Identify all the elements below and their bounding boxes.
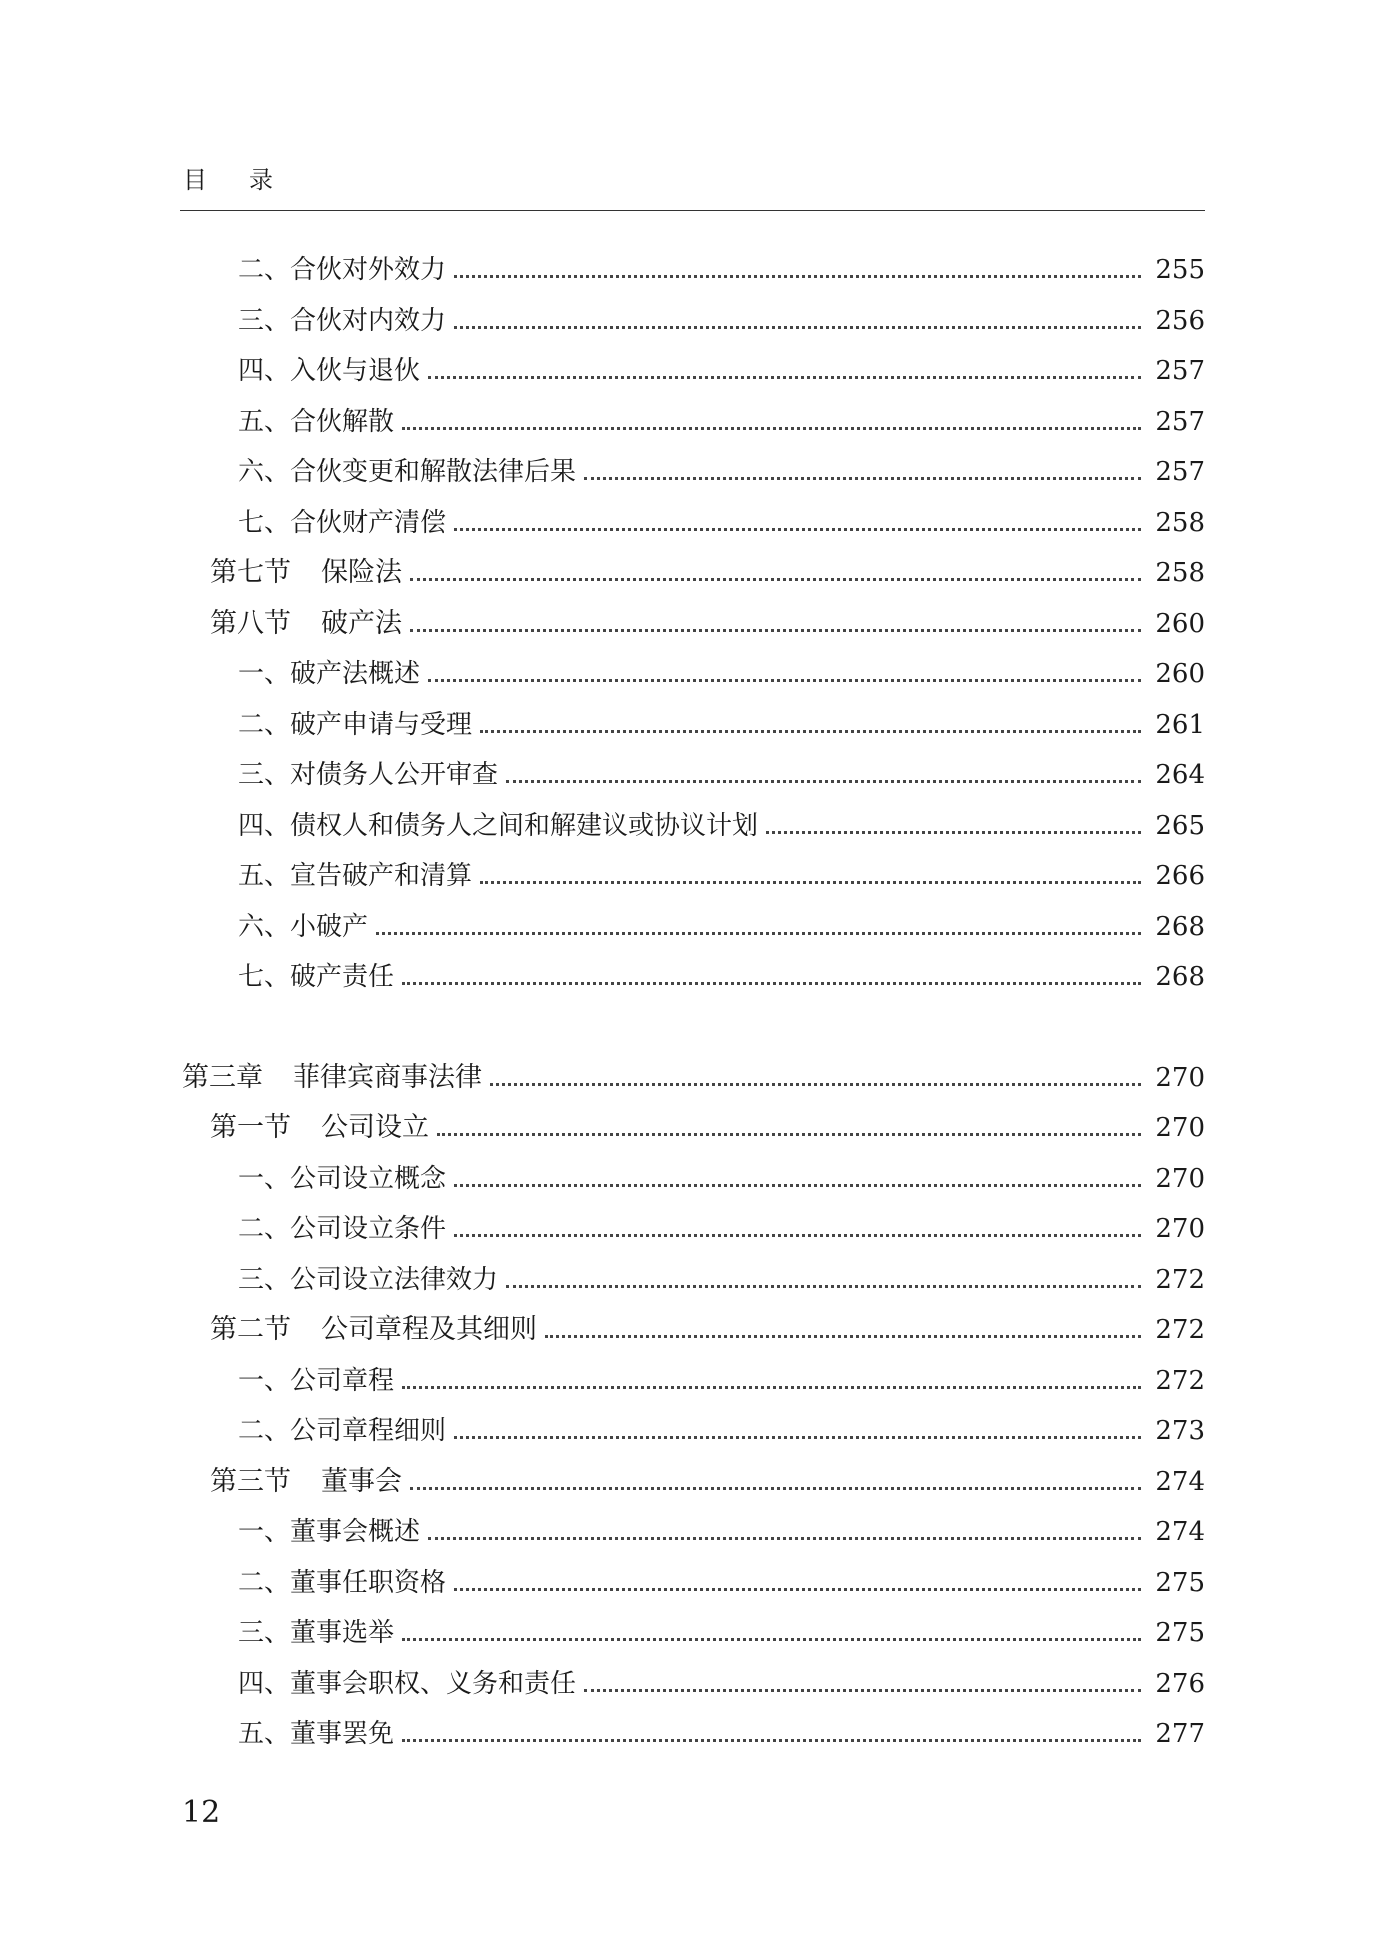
dot-leader xyxy=(490,1083,1141,1086)
toc-section xyxy=(210,1312,1205,1348)
toc-page-number: 270 xyxy=(1155,1113,1205,1143)
toc-page-number: 264 xyxy=(1155,760,1205,790)
toc-item xyxy=(238,252,1205,288)
toc-entry-text: 六、合伙变更和解散法律后果 xyxy=(238,457,577,487)
toc-entry-text: 公司章程及其细则 xyxy=(321,1314,537,1345)
toc-entry-text: 破产法 xyxy=(321,608,402,639)
toc-entry-label: 第七节 xyxy=(210,557,291,588)
dot-leader xyxy=(454,528,1141,531)
toc-entry-title xyxy=(238,404,402,440)
toc-entry-text: 四、债权人和债务人之间和解建议或协议计划 xyxy=(238,811,759,841)
toc-entry-title xyxy=(210,1312,545,1348)
dot-leader xyxy=(454,1436,1141,1439)
dot-leader xyxy=(402,982,1141,985)
toc-entry-text: 二、公司章程细则 xyxy=(238,1416,447,1446)
header-char-1: 目 xyxy=(183,166,207,194)
toc-entry-title xyxy=(210,555,410,591)
toc-entry-text: 三、对债务人公开审查 xyxy=(238,760,499,790)
toc-entry-title xyxy=(238,808,766,844)
toc-entry-text: 七、破产责任 xyxy=(238,962,395,992)
dot-leader xyxy=(766,831,1141,834)
toc-page-number: 260 xyxy=(1155,609,1205,639)
toc-entry-text: 一、破产法概述 xyxy=(238,659,421,689)
toc-entry-text: 公司设立 xyxy=(321,1112,429,1143)
dot-leader xyxy=(454,1588,1141,1591)
toc-entry-title xyxy=(238,1615,402,1651)
toc-entry-text: 五、董事罢免 xyxy=(238,1719,395,1749)
toc-entry-text: 三、公司设立法律效力 xyxy=(238,1265,499,1295)
toc-entry-title xyxy=(238,757,506,793)
toc-item xyxy=(238,757,1205,793)
toc-page-number: 265 xyxy=(1155,811,1205,841)
toc-section xyxy=(210,1464,1205,1500)
dot-leader xyxy=(428,376,1141,379)
toc-entry-title xyxy=(238,1211,454,1247)
toc-entry-title xyxy=(238,1413,454,1449)
toc-item xyxy=(238,1363,1205,1399)
toc-item xyxy=(238,1565,1205,1601)
toc-page-number: 272 xyxy=(1155,1265,1205,1295)
toc-entry-text: 一、公司设立概念 xyxy=(238,1164,447,1194)
toc-entry-title xyxy=(238,959,402,995)
toc-page-number: 276 xyxy=(1155,1669,1205,1699)
toc-entry-text: 一、董事会概述 xyxy=(238,1517,421,1547)
toc-item xyxy=(238,656,1205,692)
toc-entry-title xyxy=(182,1060,490,1096)
dot-leader xyxy=(410,629,1141,632)
running-header xyxy=(183,160,273,195)
toc-entry-title xyxy=(238,1161,454,1197)
toc-entry-title xyxy=(238,454,584,490)
toc-item xyxy=(238,505,1205,541)
toc-page-number: 277 xyxy=(1155,1719,1205,1749)
toc-entry-title xyxy=(238,252,454,288)
toc-entry-text: 董事会 xyxy=(321,1466,402,1497)
dot-leader xyxy=(376,932,1141,935)
toc-entry-text: 七、合伙财产清偿 xyxy=(238,508,447,538)
toc-entry-text: 六、小破产 xyxy=(238,912,369,942)
toc-item xyxy=(238,1666,1205,1702)
toc-page-number: 261 xyxy=(1155,710,1205,740)
toc-entry-text: 菲律宾商事法律 xyxy=(293,1062,482,1093)
toc-item xyxy=(238,353,1205,389)
toc-entry-title xyxy=(238,505,454,541)
toc-page-number: 268 xyxy=(1155,912,1205,942)
toc-item xyxy=(238,1514,1205,1550)
toc-entry-title xyxy=(238,303,454,339)
dot-leader xyxy=(410,578,1141,581)
toc-page-number: 272 xyxy=(1155,1315,1205,1345)
toc-entry-title xyxy=(238,1363,402,1399)
toc-item xyxy=(238,1413,1205,1449)
dot-leader xyxy=(454,275,1141,278)
toc-entry-text: 二、合伙对外效力 xyxy=(238,255,447,285)
page-number: 12 xyxy=(182,1795,221,1830)
toc-entry-text: 保险法 xyxy=(321,557,402,588)
dot-leader xyxy=(454,1234,1141,1237)
dot-leader xyxy=(402,1638,1141,1641)
header-char-2: 录 xyxy=(249,166,273,194)
toc-entry-title xyxy=(238,707,480,743)
toc-entry-text: 四、董事会职权、义务和责任 xyxy=(238,1669,577,1699)
toc-item xyxy=(238,1211,1205,1247)
toc-page-number: 275 xyxy=(1155,1568,1205,1598)
toc-entry-title xyxy=(210,1464,410,1500)
toc-entry-label: 第二节 xyxy=(210,1314,291,1345)
toc-entry-title xyxy=(238,353,428,389)
toc-item xyxy=(238,808,1205,844)
toc-entry-text: 五、宣告破产和清算 xyxy=(238,861,473,891)
toc-section xyxy=(210,555,1205,591)
toc-item xyxy=(238,1161,1205,1197)
toc-entry-text: 二、董事任职资格 xyxy=(238,1568,447,1598)
toc-item xyxy=(238,1262,1205,1298)
dot-leader xyxy=(454,326,1141,329)
toc-page-number: 257 xyxy=(1155,356,1205,386)
dot-leader xyxy=(402,1386,1141,1389)
toc-page-number: 275 xyxy=(1155,1618,1205,1648)
toc-entry-text: 三、董事选举 xyxy=(238,1618,395,1648)
toc-item xyxy=(238,404,1205,440)
dot-leader xyxy=(428,1537,1141,1540)
dot-leader xyxy=(402,427,1141,430)
toc-entry-title xyxy=(210,606,410,642)
toc-entry-title xyxy=(238,1666,584,1702)
dot-leader xyxy=(584,477,1141,480)
toc-entry-label: 第一节 xyxy=(210,1112,291,1143)
toc-entry-text: 四、入伙与退伙 xyxy=(238,356,421,386)
toc-item xyxy=(238,1615,1205,1651)
toc-entry-text: 二、公司设立条件 xyxy=(238,1214,447,1244)
toc-page-number: 272 xyxy=(1155,1366,1205,1396)
toc-entry-title xyxy=(238,909,376,945)
dot-leader xyxy=(454,1184,1141,1187)
toc-page-number: 270 xyxy=(1155,1164,1205,1194)
toc-page-number: 266 xyxy=(1155,861,1205,891)
toc-page-number: 257 xyxy=(1155,457,1205,487)
toc-page-number: 270 xyxy=(1155,1214,1205,1244)
toc-section xyxy=(210,1110,1205,1146)
dot-leader xyxy=(480,730,1141,733)
toc-entry-title xyxy=(210,1110,437,1146)
toc-section xyxy=(210,606,1205,642)
dot-leader xyxy=(402,1739,1141,1742)
toc-page-number: 257 xyxy=(1155,407,1205,437)
toc-page-number: 270 xyxy=(1155,1063,1205,1093)
toc-item xyxy=(238,858,1205,894)
toc-entry-title xyxy=(238,1514,428,1550)
toc-page-number: 255 xyxy=(1155,255,1205,285)
toc-page-number: 273 xyxy=(1155,1416,1205,1446)
dot-leader xyxy=(410,1487,1141,1490)
toc-item xyxy=(238,909,1205,945)
toc-entry-title xyxy=(238,1565,454,1601)
toc-page-number: 258 xyxy=(1155,558,1205,588)
toc-entry-title xyxy=(238,1262,506,1298)
toc-item xyxy=(238,959,1205,995)
header-rule xyxy=(180,210,1205,211)
toc-entry-text: 三、合伙对内效力 xyxy=(238,306,447,336)
dot-leader xyxy=(437,1133,1141,1136)
dot-leader xyxy=(480,881,1141,884)
toc-page-number: 274 xyxy=(1155,1517,1205,1547)
dot-leader xyxy=(506,780,1141,783)
toc-entry-title xyxy=(238,858,480,894)
toc-item xyxy=(238,303,1205,339)
toc-entry-text: 一、公司章程 xyxy=(238,1366,395,1396)
toc-chapter xyxy=(182,1060,1205,1096)
toc-entry-label: 第三章 xyxy=(182,1062,263,1093)
toc-item xyxy=(238,454,1205,490)
toc-entry-text: 二、破产申请与受理 xyxy=(238,710,473,740)
toc-item xyxy=(238,707,1205,743)
toc-entry-title xyxy=(238,1716,402,1752)
toc-page-number: 260 xyxy=(1155,659,1205,689)
toc-page-number: 256 xyxy=(1155,306,1205,336)
toc-entry-title xyxy=(238,656,428,692)
toc-page-number: 268 xyxy=(1155,962,1205,992)
toc-item xyxy=(238,1716,1205,1752)
toc-page-number: 274 xyxy=(1155,1467,1205,1497)
toc-entry-label: 第八节 xyxy=(210,608,291,639)
toc-entry-label: 第三节 xyxy=(210,1466,291,1497)
dot-leader xyxy=(428,679,1141,682)
toc-entry-text: 五、合伙解散 xyxy=(238,407,395,437)
dot-leader xyxy=(545,1335,1141,1338)
dot-leader xyxy=(506,1285,1141,1288)
toc-page-number: 258 xyxy=(1155,508,1205,538)
dot-leader xyxy=(584,1689,1141,1692)
